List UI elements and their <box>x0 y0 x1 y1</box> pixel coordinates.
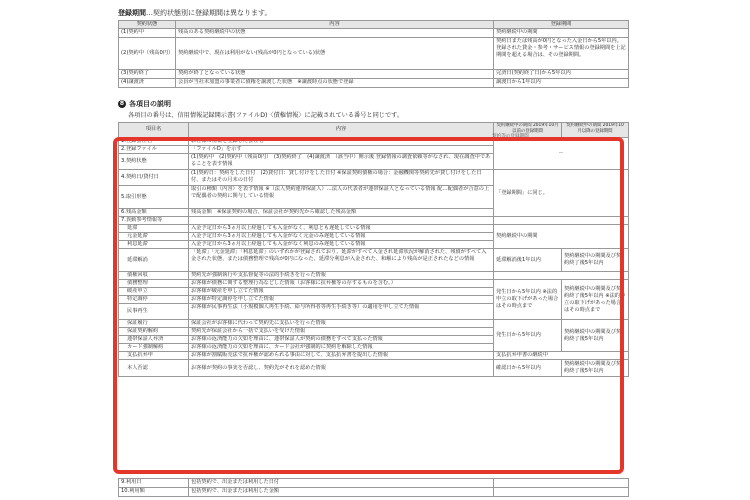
content-cell: お客様が債務に関する整理行為などした情報（お客様に抗弁権等の存するものを含む。） <box>189 280 494 288</box>
item-cell: 延滞 <box>119 225 189 233</box>
item-cell: 利息延滞 <box>119 241 189 249</box>
content-cell: お客様の情報を登録した会社名 <box>189 138 494 146</box>
item-cell: 2.登録ファイル <box>119 146 189 154</box>
item-cell: 特定調停 <box>119 296 189 304</box>
content-cell: お客様の返済能力の欠如を理由に、連帯保証人が契約の債務をすべて支払った情報 <box>189 336 494 344</box>
period-cell <box>494 272 629 280</box>
table-row <box>119 70 629 79</box>
period-cell: 契約日または残高が0円となった入金日から5年以内。登録された貸金・参考・サービス情報の登録期間を上記期間を超える場合は、その登録期間。 <box>494 38 629 70</box>
item-cell: 破産申立 <box>119 288 189 296</box>
content-cell: 会員が当社未加盟の事業者に債権を譲渡した状態 ※譲渡時点の状態で登録 <box>176 79 494 88</box>
table-row <box>119 79 629 88</box>
item-cell: 9.利用日 <box>119 479 189 488</box>
item-cell: 保証履行 <box>119 320 189 328</box>
content-cell: 包括契約で、出金または利用した金額 <box>189 488 494 497</box>
header-content: 内容 <box>189 123 494 138</box>
period-cell: 譲渡日から1年以内 <box>494 79 629 88</box>
period-cell: 契約継続中の期間及び契約終了後5年以内 <box>562 249 629 272</box>
content-cell: お客様の返済能力の欠如を理由に、カード会社が強制的に契約を解除した情報 <box>189 344 494 352</box>
item-cell: 本人否認 <box>119 360 189 377</box>
item-cell: 保証契約解約 <box>119 328 189 336</box>
item-cell: 5.取引形態 <box>119 186 189 209</box>
state-cell: (2)契約中（残高0円） <box>119 38 176 70</box>
period-cell: 確認日から5年以内 <box>494 360 562 377</box>
content-cell: 契約先が強制執行や支払督促等の法的手続きを行った情報 <box>189 272 494 280</box>
continuation-table <box>118 478 629 497</box>
table-row <box>119 479 629 488</box>
period-topnote: 契約等の登録期間 <box>492 134 529 139</box>
section1-note: …契約状態別に登録期間は異なります。 <box>146 9 272 17</box>
item-cell: 3.契約状態 <box>119 154 189 170</box>
table-row <box>119 138 629 146</box>
content-cell: (1)契約日：契約をした日付 (2)貸付日：貸し付けをした日付 ※保証契約債権の場合：金融機関等契約先が貸し付けをした日付、またはその月末の日付 <box>189 170 494 186</box>
period-cell: 契約継続中の期間 <box>494 29 629 38</box>
period-cell: 契約継続中の期間及び契約終了後5年以内 ※法的申立の取下げがあった場合はその時点まで <box>562 280 629 320</box>
content-cell: 保証会社がお客様に代わって契約先に支払いを行った情報 <box>189 320 494 328</box>
content-cell: お客様が割賦販売法で抗弁権が認められる事由に対して、支払抗弁書を提出した情報 <box>189 352 494 360</box>
content-cell: 入金予定日から3ヵ月以上経過しても入金がなく利息のみ遅延している情報 <box>189 241 494 249</box>
content-cell: 残高金額 ※保証契約の場合、保証会社が契約先から確認した残高金額 <box>189 209 494 217</box>
section2-heading <box>118 99 628 109</box>
section-number-badge: 8 <box>119 100 125 107</box>
header-period-before: 契約継続中の期間 2019年10月以前の登録期間 <box>494 123 562 138</box>
table-row <box>119 320 629 328</box>
content-cell: 契約継続中で、現在は利用がない(残高が0円となっている)状態 <box>176 38 494 70</box>
table-row <box>119 352 629 360</box>
section1-title: 登録期間 <box>118 9 146 17</box>
content-cell: (1)契約中 (2)契約中（残高0円） (3)契約終了 (4)譲渡済 （該当中）開示後 登録情報の調査依頼等がなされ、現在調査中であることを表す情報 <box>189 154 494 170</box>
item-cell: 7.異動参考情報等 <box>119 217 189 225</box>
content-cell: 包括契約で、出金または利用した日付 <box>189 479 494 488</box>
content-cell: 「ファイルD」を示す <box>189 146 494 154</box>
period-cell: 延滞解消後1年以内 <box>494 249 562 272</box>
item-cell: カード強制解約 <box>119 344 189 352</box>
period-cell: 「登録期間」に同じ。 <box>494 170 629 217</box>
item-cell: 債務整理 <box>119 280 189 288</box>
state-cell: (3)契約終了 <box>119 70 176 79</box>
item-cell: 6.残高金額 <box>119 209 189 217</box>
header-content: 内容 <box>176 21 494 29</box>
content-cell: 契約先が保証会社から一括で支払いを受けた情報 <box>189 328 494 336</box>
section1-heading <box>118 8 628 18</box>
table-row <box>119 249 629 272</box>
section2-subtitle: 各項目の番号は、信用情報記録開示書(ファイルD)〈債権情報〉に記載されている番号と同じです。 <box>128 112 404 119</box>
item-cell: 連帯保証人弁済 <box>119 336 189 344</box>
header-state: 契約状態 <box>119 21 176 29</box>
table-row <box>119 360 629 377</box>
period-cell <box>494 217 629 225</box>
content-cell: 入金予定日から3ヵ月以上経過しても入金がなく元金のみ遅延している情報 <box>189 233 494 241</box>
period-cell <box>494 479 629 488</box>
table-row <box>119 225 629 233</box>
content-cell: 取引の種類（内容）を表す情報 ※（法人契約連帯保証人）…法人の代表者が連帯保証人となっている情報 配…配偶者が合意の上で配偶者の契約に関与している情報 <box>189 186 494 209</box>
registration-period-table <box>118 20 629 88</box>
content-cell: お客様が破産を申し立てた情報 <box>189 288 494 296</box>
period-cell: 発生日から5年以内 ※法的申立の取下げがあった場合はその時点まで <box>494 280 562 320</box>
table-row <box>119 488 629 497</box>
content-cell: 「延滞」「元金延滞」「利息延滞」のいずれかが登録されており、延滞がすべて入金され延滞状況が解消された、残債がすべて入金された状態、または債務整理で残高が0円になった、延滞分利息が入金された、和解により残高が是正されたなどの情報 <box>189 249 494 272</box>
table-row <box>119 29 629 38</box>
period-cell: － <box>494 138 629 170</box>
state-cell: (1)契約中 <box>119 29 176 38</box>
period-cell: 契約継続中の期間及び契約終了後5年以内 <box>562 320 629 352</box>
content-cell <box>189 217 494 225</box>
document-page <box>118 8 628 377</box>
item-cell: 民事再生 <box>119 304 189 320</box>
state-cell: (4)譲渡済 <box>119 79 176 88</box>
table-row <box>119 272 629 280</box>
period-cell <box>494 488 629 497</box>
table-row <box>119 280 629 288</box>
table-row <box>119 38 629 70</box>
content-cell: お客様が契約の事実を否認し、契約先がそれを認めた情報 <box>189 360 494 377</box>
item-description-table <box>118 122 629 377</box>
period-cell: 発生日から5年以内 <box>494 320 562 352</box>
section2-title: 各項目の説明 <box>129 100 171 108</box>
content-cell: お客様が特定調停を申し立てた情報 <box>189 296 494 304</box>
table-row <box>119 217 629 225</box>
period-cell: 支払抗弁申書の継続中 <box>494 352 629 360</box>
item-cell: 1.登録会社名 <box>119 138 189 146</box>
item-cell: 元金延滞 <box>119 233 189 241</box>
header-period-after: 契約継続中の期間 2019年10月以降の登録期間 <box>562 123 629 138</box>
item-cell: 延滞解消 <box>119 249 189 272</box>
period-cell: 契約継続中の期間及び契約終了後5年以内 <box>562 360 629 377</box>
item-cell: 支払抗弁申 <box>119 352 189 360</box>
content-cell: 残高のある契約継続中の状態 <box>176 29 494 38</box>
content-cell: お客様が民事再生法（小規模個人再生手続、給与所得者等再生手続き等）の適用を申し立てた情報 <box>189 304 494 320</box>
below-frame-rows <box>118 478 628 497</box>
item-cell: 4.契約日/貸付日 <box>119 170 189 186</box>
period-cell: 完済日(契約終了日)から5年以内 <box>494 70 629 79</box>
content-cell: 契約が終了となっている状態 <box>176 70 494 79</box>
period-cell: 契約継続中の期間 <box>494 225 629 249</box>
content-cell: 入金予定日から3ヵ月以上経過しても入金がなく、利息とも遅延している情報 <box>189 225 494 233</box>
table-row <box>119 170 629 186</box>
header-period: 登録期間 <box>494 21 629 29</box>
item-cell: 10.利用額 <box>119 488 189 497</box>
header-item: 項目名 <box>119 123 189 138</box>
item-cell: 債権回収 <box>119 272 189 280</box>
